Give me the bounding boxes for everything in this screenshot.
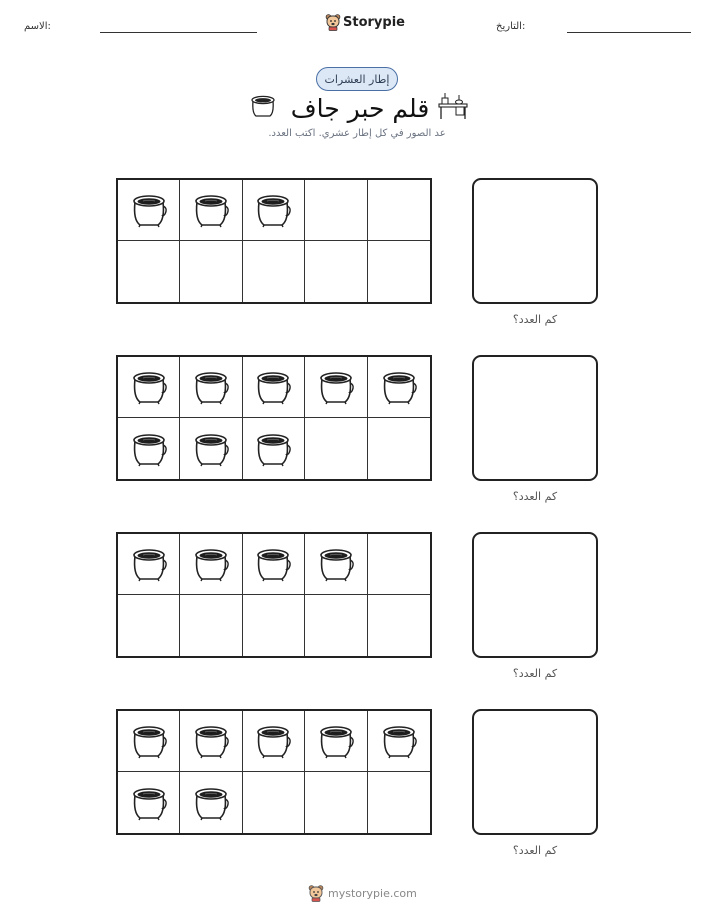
- question-label: كم العدد؟: [512, 667, 558, 680]
- ten-frame: [116, 532, 432, 658]
- ten-frame-cell: [305, 711, 367, 772]
- ten-frame-cell: [368, 418, 430, 479]
- answer-box[interactable]: [472, 355, 598, 481]
- bear-icon: [325, 13, 341, 31]
- ten-frame-cell: [305, 772, 367, 833]
- brand-logo: [325, 13, 405, 31]
- ink-pot-icon: [129, 721, 169, 761]
- ten-frame-cell: [180, 772, 242, 833]
- answer-box[interactable]: [472, 709, 598, 835]
- brand-name: Storypie: [343, 14, 405, 30]
- ten-frame-cell: [118, 595, 180, 656]
- ink-pot-icon: [253, 721, 293, 761]
- ink-pot-icon: [191, 721, 231, 761]
- question-label: كم العدد؟: [512, 313, 558, 326]
- ten-frame-cell: [118, 418, 180, 479]
- answer-box[interactable]: [472, 532, 598, 658]
- ten-frame-cell: [118, 772, 180, 833]
- ten-frame-cell: [305, 418, 367, 479]
- ink-pot-icon: [316, 721, 356, 761]
- ten-frame-cell: [243, 534, 305, 595]
- date-label: التاريخ:: [496, 21, 526, 32]
- instructions: عد الصور في كل إطار عشري. اكتب العدد.: [268, 128, 446, 139]
- ten-frame-cell: [180, 711, 242, 772]
- ink-pot-icon: [191, 190, 231, 230]
- ink-pot-icon: [253, 190, 293, 230]
- page-title: قلم حبر جاف: [290, 93, 430, 123]
- ten-frame-cell: [118, 711, 180, 772]
- desk-icon: [437, 92, 469, 120]
- ten-frame-cell: [118, 357, 180, 418]
- ten-frame-cell: [305, 595, 367, 656]
- ten-frame: [116, 178, 432, 304]
- ten-frame-cell: [368, 711, 430, 772]
- ten-frame: [116, 355, 432, 481]
- ten-frame-cell: [243, 595, 305, 656]
- ten-frame-cell: [180, 418, 242, 479]
- ink-pot-icon: [129, 367, 169, 407]
- ten-frame: [116, 709, 432, 835]
- footer-url: mystorypie.com: [328, 886, 417, 900]
- ink-pot-icon: [129, 429, 169, 469]
- ten-frame-cell: [305, 241, 367, 302]
- topic-tag: إطار العشرات: [316, 67, 398, 91]
- ink-pot-icon: [129, 544, 169, 584]
- ink-pot-icon: [316, 367, 356, 407]
- ink-pot-icon: [191, 429, 231, 469]
- footer: [308, 884, 417, 902]
- ten-frame-cell: [118, 180, 180, 241]
- ten-frame-cell: [305, 357, 367, 418]
- ink-pot-icon: [191, 544, 231, 584]
- name-label: الاسم:: [24, 21, 51, 32]
- ten-frame-cell: [243, 241, 305, 302]
- ten-frame-cell: [243, 711, 305, 772]
- question-label: كم العدد؟: [512, 490, 558, 503]
- ten-frame-cell: [368, 534, 430, 595]
- ten-frame-cell: [305, 180, 367, 241]
- name-line[interactable]: [100, 32, 257, 33]
- ink-pot-icon: [253, 544, 293, 584]
- date-line[interactable]: [567, 32, 691, 33]
- ink-pot-icon: [379, 367, 419, 407]
- ten-frame-cell: [368, 595, 430, 656]
- ten-frame-cell: [118, 534, 180, 595]
- ink-pot-icon: [129, 190, 169, 230]
- ten-frame-cell: [243, 180, 305, 241]
- ink-pot-icon: [253, 367, 293, 407]
- ink-pot-icon: [316, 544, 356, 584]
- ten-frame-cell: [180, 180, 242, 241]
- ten-frame-cell: [368, 357, 430, 418]
- ten-frame-cell: [243, 357, 305, 418]
- ink-pot-icon: [191, 367, 231, 407]
- answer-box[interactable]: [472, 178, 598, 304]
- ten-frame-cell: [305, 534, 367, 595]
- ten-frame-cell: [118, 241, 180, 302]
- ten-frame-cell: [243, 418, 305, 479]
- ten-frame-cell: [368, 772, 430, 833]
- ten-frame-cell: [180, 241, 242, 302]
- ten-frame-cell: [368, 241, 430, 302]
- ten-frame-cell: [180, 595, 242, 656]
- ink-pot-icon: [379, 721, 419, 761]
- ink-pot-icon: [129, 783, 169, 823]
- question-label: كم العدد؟: [512, 844, 558, 857]
- ten-frame-cell: [180, 357, 242, 418]
- ten-frame-cell: [243, 772, 305, 833]
- bear-icon: [308, 884, 324, 902]
- ink-pot-icon: [253, 429, 293, 469]
- ten-frame-cell: [180, 534, 242, 595]
- ink-pot-icon: [191, 783, 231, 823]
- ten-frame-cell: [368, 180, 430, 241]
